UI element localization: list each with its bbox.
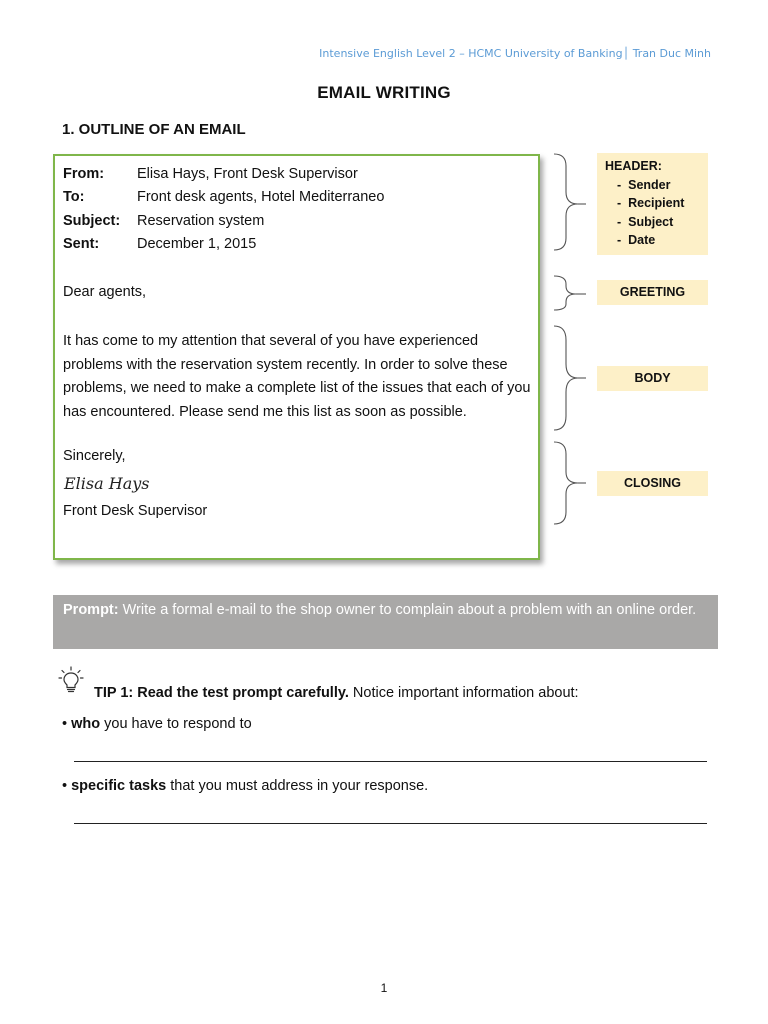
header-label-title: HEADER: bbox=[605, 159, 662, 173]
prompt-label: Prompt: bbox=[63, 602, 119, 618]
email-signer-title: Front Desk Supervisor bbox=[63, 503, 208, 519]
greeting-bracket bbox=[554, 276, 576, 310]
prompt-text: Write a formal e-mail to the shop owner to complain about a problem with an online order. bbox=[118, 602, 697, 618]
email-signature: Elisa Hays bbox=[64, 474, 150, 493]
bullet-bold: who bbox=[71, 716, 101, 732]
sent-value: December 1, 2015 bbox=[137, 236, 257, 252]
section-brackets bbox=[552, 150, 592, 530]
greeting-label-box: GREETING bbox=[597, 280, 708, 305]
subject-value: Reservation system bbox=[137, 213, 265, 229]
email-sample-box bbox=[53, 154, 540, 560]
answer-line[interactable] bbox=[74, 823, 707, 824]
bullet-item bbox=[62, 716, 252, 732]
section-title: 1. OUTLINE OF AN EMAIL bbox=[62, 121, 246, 138]
prompt-bar bbox=[53, 595, 718, 649]
from-value: Elisa Hays, Front Desk Supervisor bbox=[137, 166, 358, 182]
bullet-dot: • bbox=[62, 778, 72, 794]
email-greeting: Dear agents, bbox=[63, 284, 147, 300]
page-number: 1 bbox=[380, 981, 388, 995]
subject-label: Subject: bbox=[63, 213, 121, 229]
closing-bracket bbox=[554, 442, 578, 524]
header-bracket bbox=[554, 154, 578, 250]
tip-rest: Notice important information about: bbox=[348, 685, 579, 701]
body-label-box: BODY bbox=[597, 366, 708, 391]
to-label: To: bbox=[63, 189, 85, 205]
closing-label-box: CLOSING bbox=[597, 471, 708, 496]
bullet-bold: specific tasks bbox=[71, 778, 167, 794]
header-label-item: - Subject bbox=[617, 213, 700, 232]
answer-line[interactable] bbox=[74, 761, 707, 762]
bullet-rest: that you must address in your response. bbox=[166, 778, 429, 794]
bullet-item bbox=[62, 778, 428, 794]
email-body: It has come to my attention that several of you have experienced problems with the reservation system recently. In order to solve these problems, we need to make a complete list of the issues that each of you has encountered. Please send me this list as soon as possible. bbox=[63, 333, 531, 420]
body-bracket bbox=[554, 326, 578, 430]
header-label-item: - Recipient bbox=[617, 194, 700, 213]
header-label-item: - Sender bbox=[617, 176, 700, 195]
bullet-dot: • bbox=[62, 716, 72, 732]
to-value: Front desk agents, Hotel Mediterraneo bbox=[137, 189, 385, 205]
header-label-list bbox=[605, 176, 700, 250]
tip-line bbox=[94, 685, 579, 701]
lightbulb-icon bbox=[58, 666, 84, 694]
sent-label: Sent: bbox=[63, 236, 100, 252]
tip-bold: TIP 1: Read the test prompt carefully. bbox=[94, 685, 349, 701]
from-label: From: bbox=[63, 166, 105, 182]
email-closing: Sincerely, bbox=[63, 448, 126, 464]
header-label-item: - Date bbox=[617, 231, 700, 250]
running-header: Intensive English Level 2 – HCMC University of Banking│ Tran Duc Minh bbox=[319, 47, 711, 60]
page-title: EMAIL WRITING bbox=[317, 83, 451, 102]
header-label-box bbox=[597, 153, 708, 255]
bullet-rest: you have to respond to bbox=[100, 716, 252, 732]
